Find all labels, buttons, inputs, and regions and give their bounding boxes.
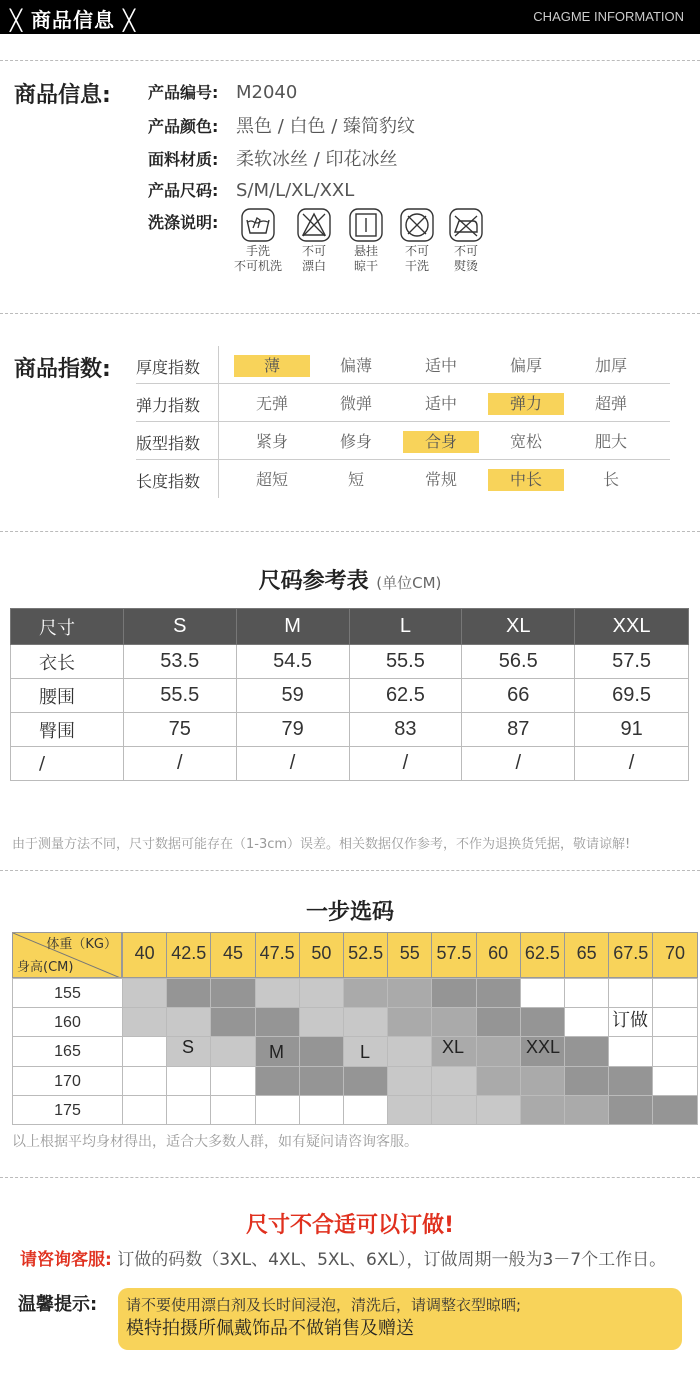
size-picker-grid <box>12 932 696 1124</box>
weight-header-cell: 70 <box>652 932 697 978</box>
size-grid-cell <box>122 1066 167 1096</box>
table-cell: 87 <box>462 713 575 747</box>
table-cell: 83 <box>349 713 462 747</box>
height-header-cell: 175 <box>12 1095 123 1125</box>
care-hand-wash <box>230 208 286 274</box>
index-option-selected: 弹力 <box>488 393 564 415</box>
table-row <box>11 713 689 747</box>
size-grid-cell <box>122 1036 167 1066</box>
index-row-length <box>136 460 670 498</box>
size-grid-cell <box>520 978 565 1008</box>
tip-key: 温馨提示: <box>18 1294 98 1315</box>
table-cell: 53.5 <box>123 645 236 679</box>
size-table-note: 由于测量方法不同，尺寸数据可能存在（1-3cm）误差。相关数据仅作参考，不作为退换货凭据，敬请谅解! <box>12 837 631 852</box>
care-label: 悬挂 <box>353 244 378 258</box>
care-label: 熨烫 <box>453 259 478 273</box>
info-row-material <box>148 145 398 171</box>
size-grid-cell <box>255 978 300 1008</box>
size-picker-title: 一步选码 <box>305 900 394 925</box>
size-grid-cell <box>166 1095 211 1125</box>
info-row-size <box>148 178 354 204</box>
size-grid-cell <box>431 1007 476 1037</box>
table-cell: 79 <box>236 713 349 747</box>
divider <box>0 531 700 532</box>
consult-key: 请咨询客服: <box>20 1250 112 1270</box>
table-cell: 腰围 <box>11 679 124 713</box>
index-option: 肥大 <box>594 432 627 451</box>
index-option: 超短 <box>255 470 288 489</box>
size-grid-cell <box>431 978 476 1008</box>
divider <box>0 870 700 871</box>
weight-header-cell: 62.5 <box>520 932 565 978</box>
table-row <box>11 679 689 713</box>
weight-label: 体重（KG） <box>46 937 117 952</box>
size-grid-cell <box>387 1036 432 1066</box>
table-cell: 56.5 <box>462 645 575 679</box>
size-grid-cell <box>608 1095 653 1125</box>
size-table-title-text: 尺码参考表 <box>258 569 369 594</box>
info-row-color <box>148 112 415 138</box>
table-cell: 55.5 <box>123 679 236 713</box>
divider <box>0 313 700 314</box>
size-grid-cell <box>652 1036 697 1066</box>
table-cell: 57.5 <box>575 645 689 679</box>
size-grid-cell <box>343 978 388 1008</box>
index-option: 加厚 <box>594 356 627 375</box>
table-cell: 54.5 <box>236 645 349 679</box>
index-row-thickness <box>136 346 670 384</box>
size-grid-cell <box>166 1007 211 1037</box>
no-bleach-icon <box>297 208 331 242</box>
size-grid-cell <box>210 978 255 1008</box>
info-key: 产品尺码: <box>148 181 219 200</box>
weight-header-cell: 50 <box>299 932 344 978</box>
size-grid-label: XL <box>442 1037 465 1057</box>
size-grid-cell <box>255 1095 300 1125</box>
header-subtitle: CHAGME INFORMATION <box>533 9 684 24</box>
table-cell: 55.5 <box>349 645 462 679</box>
size-grid-cell <box>564 1095 609 1125</box>
hand-wash-icon <box>241 208 275 242</box>
weight-header-cell: 67.5 <box>608 932 653 978</box>
info-key: 面料材质: <box>148 150 219 169</box>
size-grid-cell <box>564 978 609 1008</box>
size-grid-label: L <box>360 1042 371 1062</box>
weight-header-cell: 60 <box>476 932 521 978</box>
size-grid-cell <box>210 1066 255 1096</box>
size-table <box>10 608 689 781</box>
size-grid-cell <box>387 1066 432 1096</box>
size-grid-cell <box>122 1095 167 1125</box>
care-label: 漂白 <box>301 259 326 273</box>
index-option: 超弹 <box>594 394 627 413</box>
info-value: 柔软冰丝 / 印花冰丝 <box>236 149 398 170</box>
care-no-dry-clean <box>389 208 445 274</box>
index-option-selected: 中长 <box>488 469 564 491</box>
tip-line-1: 请不要使用漂白剂及长时间浸泡，清洗后，请调整衣型晾晒; <box>126 1296 522 1314</box>
table-cell: / <box>123 747 236 781</box>
table-header-cell: S <box>123 609 236 645</box>
info-value: S/M/L/XL/XXL <box>236 180 355 201</box>
info-key: 洗涤说明: <box>148 213 219 232</box>
size-grid-cell <box>299 1036 344 1066</box>
table-cell: 75 <box>123 713 236 747</box>
divider <box>0 60 700 61</box>
size-table-unit: (单位CM) <box>376 574 442 592</box>
index-row-fit <box>136 422 670 460</box>
size-grid-cell <box>608 978 653 1008</box>
consult-line <box>20 1245 666 1270</box>
table-row <box>11 747 689 781</box>
table-cell: 臀围 <box>11 713 124 747</box>
consult-text: 订做的码数（3XL、4XL、5XL、6XL），订做周期一般为3－7个工作日。 <box>117 1250 667 1270</box>
size-grid-cell <box>652 1095 697 1125</box>
index-key: 厚度指数 <box>136 358 201 377</box>
weight-header-cell: 57.5 <box>431 932 476 978</box>
size-grid-cell <box>255 1007 300 1037</box>
care-label: 不可 <box>453 244 478 258</box>
size-grid-cell <box>210 1007 255 1037</box>
no-dry-clean-icon <box>400 208 434 242</box>
index-option: 紧身 <box>255 432 288 451</box>
tip-box <box>118 1288 682 1350</box>
size-grid-cell <box>652 1007 697 1037</box>
height-header-cell: 155 <box>12 978 123 1008</box>
table-cell: / <box>575 747 689 781</box>
care-label: 不可 <box>301 244 326 258</box>
index-option: 长 <box>602 470 619 489</box>
size-grid-cell <box>520 1007 565 1037</box>
table-cell: / <box>11 747 124 781</box>
info-key: 产品颜色: <box>148 117 219 136</box>
size-grid-cell <box>608 1066 653 1096</box>
index-key: 版型指数 <box>136 434 201 453</box>
grid-corner <box>12 932 122 978</box>
size-grid-cell <box>387 1095 432 1125</box>
custom-title: 尺寸不合适可以订做! <box>245 1213 455 1238</box>
table-header-cell: XL <box>462 609 575 645</box>
size-grid-label: M <box>269 1042 284 1062</box>
index-option: 适中 <box>424 394 457 413</box>
index-option: 宽松 <box>509 432 542 451</box>
size-grid-cell <box>343 1066 388 1096</box>
table-cell: 69.5 <box>575 679 689 713</box>
size-table-title <box>0 564 700 595</box>
table-cell: 62.5 <box>349 679 462 713</box>
index-option-selected: 薄 <box>234 355 310 377</box>
info-row-care <box>148 210 236 236</box>
tip-line-2: 模特拍摄所佩戴饰品不做销售及赠送 <box>126 1318 414 1339</box>
size-grid-cell <box>520 1095 565 1125</box>
weight-header-cell: 45 <box>210 932 255 978</box>
info-value: M2040 <box>236 82 298 103</box>
table-header-cell: 尺寸 <box>11 609 124 645</box>
weight-header-cell: 52.5 <box>343 932 388 978</box>
index-option: 无弹 <box>255 394 288 413</box>
header-title: ╳ 商品信息 ╳ <box>10 8 137 32</box>
size-grid-cell <box>608 1036 653 1066</box>
size-grid-cell <box>564 1036 609 1066</box>
height-header-cell: 165 <box>12 1036 123 1066</box>
size-grid-cell <box>431 1066 476 1096</box>
index-option: 常规 <box>424 470 457 489</box>
table-header-cell: L <box>349 609 462 645</box>
index-section-label: 商品指数: <box>14 357 111 382</box>
size-grid-cell <box>652 978 697 1008</box>
height-header-cell: 160 <box>12 1007 123 1037</box>
index-option: 修身 <box>339 432 372 451</box>
size-grid-cell <box>476 1095 521 1125</box>
size-grid-cell <box>343 1095 388 1125</box>
size-grid-cell <box>520 1066 565 1096</box>
size-picker-note: 以上根据平均身材得出，适合大多数人群，如有疑问请咨询客服。 <box>12 1134 418 1150</box>
size-grid-cell <box>255 1066 300 1096</box>
size-grid-cell <box>210 1036 255 1066</box>
index-key: 长度指数 <box>136 472 201 491</box>
index-option: 偏薄 <box>339 356 372 375</box>
size-table-header <box>11 609 689 645</box>
care-label: 不可 <box>404 244 429 258</box>
info-section-label: 商品信息: <box>14 83 111 108</box>
table-row <box>11 645 689 679</box>
size-grid-cell <box>166 978 211 1008</box>
index-row-elasticity <box>136 384 670 422</box>
index-option: 微弹 <box>339 394 372 413</box>
size-grid-cell <box>476 1036 521 1066</box>
index-option: 短 <box>347 470 364 489</box>
size-grid-cell <box>652 1066 697 1096</box>
size-grid-label: S <box>182 1037 195 1057</box>
info-value: 黑色 / 白色 / 臻简豹纹 <box>236 116 416 137</box>
table-cell: 衣长 <box>11 645 124 679</box>
size-grid-cell <box>564 1066 609 1096</box>
no-iron-icon <box>449 208 483 242</box>
height-label: 身高(CM) <box>17 960 74 975</box>
size-grid-cell <box>299 978 344 1008</box>
info-key: 产品编号: <box>148 83 219 102</box>
size-grid-cell <box>122 1007 167 1037</box>
care-label: 不可机洗 <box>233 259 282 273</box>
care-no-iron <box>438 208 494 274</box>
index-key: 弹力指数 <box>136 396 201 415</box>
care-hang-dry <box>338 208 394 274</box>
size-grid-cell <box>564 1007 609 1037</box>
height-header-cell: 170 <box>12 1066 123 1096</box>
size-grid-label: XXL <box>526 1037 561 1057</box>
size-grid-cell <box>210 1095 255 1125</box>
size-grid-cell <box>299 1095 344 1125</box>
table-cell: 66 <box>462 679 575 713</box>
weight-header-cell: 65 <box>564 932 609 978</box>
size-grid-label: 订做 <box>612 1010 648 1030</box>
index-option: 偏厚 <box>509 356 542 375</box>
care-no-bleach <box>286 208 342 274</box>
table-cell: / <box>349 747 462 781</box>
care-label: 晾干 <box>353 259 378 273</box>
divider <box>0 1177 700 1178</box>
table-header-cell: M <box>236 609 349 645</box>
size-grid-cell <box>299 1066 344 1096</box>
weight-header-cell: 42.5 <box>166 932 211 978</box>
index-option-selected: 合身 <box>403 431 479 453</box>
size-grid-cell <box>122 978 167 1008</box>
size-grid-cell <box>476 1066 521 1096</box>
size-grid-cell <box>476 1007 521 1037</box>
size-grid-cell <box>387 1007 432 1037</box>
info-row-code <box>148 80 297 106</box>
size-grid-cell <box>476 978 521 1008</box>
section-header <box>0 0 700 34</box>
size-grid-cell <box>166 1066 211 1096</box>
weight-header-cell: 47.5 <box>255 932 300 978</box>
table-cell: / <box>462 747 575 781</box>
table-cell: / <box>236 747 349 781</box>
weight-header-cell: 40 <box>122 932 167 978</box>
index-option: 适中 <box>424 356 457 375</box>
weight-header-cell: 55 <box>387 932 432 978</box>
size-grid-cell <box>343 1007 388 1037</box>
size-grid-cell <box>387 978 432 1008</box>
size-grid-cell <box>431 1095 476 1125</box>
table-cell: 91 <box>575 713 689 747</box>
table-header-cell: XXL <box>575 609 689 645</box>
care-label: 手洗 <box>245 244 270 258</box>
size-grid-cell <box>299 1007 344 1037</box>
hang-dry-icon <box>349 208 383 242</box>
table-cell: 59 <box>236 679 349 713</box>
care-label: 干洗 <box>404 259 429 273</box>
